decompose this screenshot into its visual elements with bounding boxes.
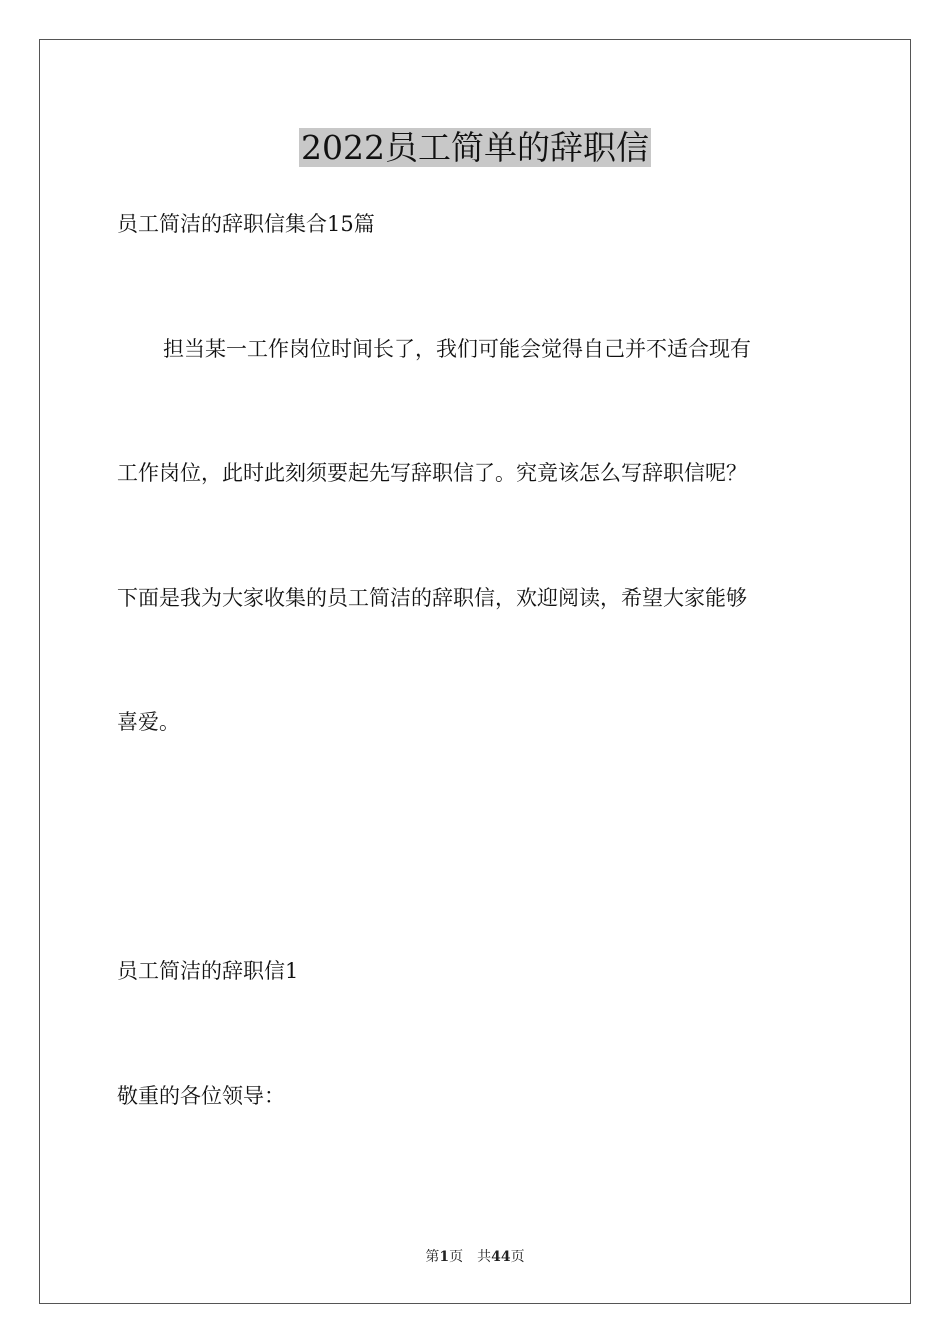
footer-page-number: 1 [439,1249,450,1265]
footer-total-suffix: 页 [510,1249,525,1265]
paragraph-line-4: 喜爱。 [117,710,180,734]
section-heading: 员工简洁的辞职信1 [117,959,299,983]
paragraph-line-2: 工作岗位，此时此刻须要起先写辞职信了。究竟该怎么写辞职信呢？ [117,461,747,485]
footer-total-pages: 44 [491,1249,511,1265]
footer-page-suffix: 页 [449,1249,464,1265]
footer-total-prefix: 共 [477,1249,492,1265]
footer-page-prefix: 第 [425,1249,440,1265]
paragraph-line-3: 下面是我为大家收集的员工简洁的辞职信，欢迎阅读，希望大家能够 [117,586,747,610]
document-title [0,124,950,172]
paragraph-line-1: 担当某一工作岗位时间长了，我们可能会觉得自己并不适合现有 [163,337,751,361]
document-subtitle: 员工简洁的辞职信集合15篇 [117,212,375,236]
page-footer [0,1247,950,1267]
salutation: 敬重的各位领导： [117,1084,285,1108]
document-title-text: 2022员工简单的辞职信 [301,128,649,167]
